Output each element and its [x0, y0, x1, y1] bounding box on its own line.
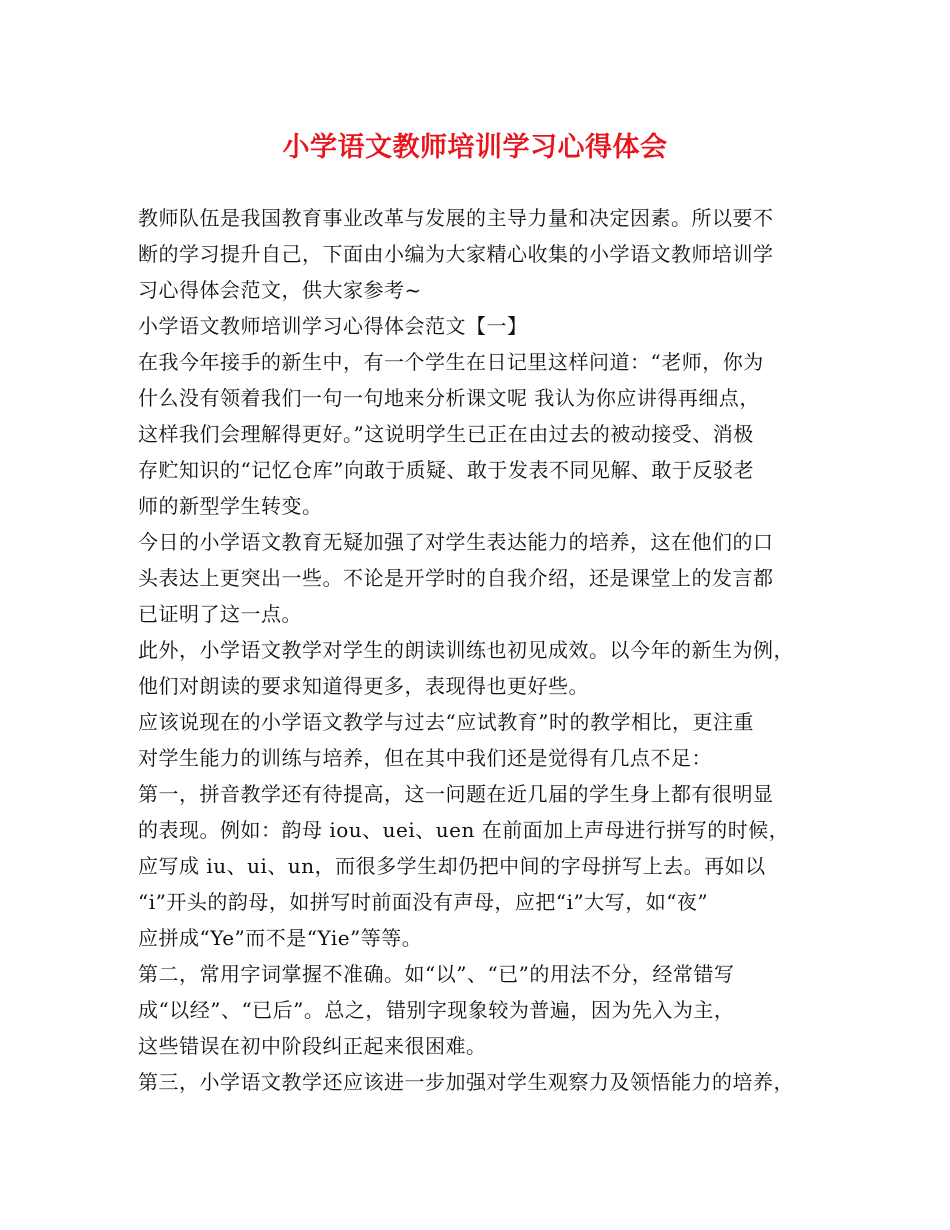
section-heading: 小学语文教师培训学习心得体会范文【一】	[138, 314, 528, 338]
text-line: 第二，常用字词掌握不准确。如“以”、“已”的用法不分，经常错写	[138, 962, 735, 986]
text-line: 断的学习提升自己，下面由小编为大家精心收集的小学语文教师培训学	[138, 242, 774, 266]
text-line: 此外，小学语文教学对学生的朗读训练也初见成效。以今年的新生为例，	[138, 638, 794, 662]
text-line: “i”开头的韵母，如拼写时前面没有声母，应把“i”大写，如“夜”	[138, 890, 709, 914]
text-line: 什么没有领着我们一句一句地来分析课文呢 我认为你应讲得再细点，	[138, 386, 760, 410]
text-line: 这些错误在初中阶段纠正起来很困难。	[138, 1034, 487, 1058]
document-body	[138, 200, 828, 1100]
text-line: 他们对朗读的要求知道得更多，表现得也更好些。	[138, 674, 589, 698]
text-line: 应该说现在的小学语文教学与过去“应试教育”时的教学相比，更注重	[138, 710, 754, 734]
text-line: 这样我们会理解得更好。”这说明学生已正在由过去的被动接受、消极	[138, 422, 754, 446]
text-line: 第三，小学语文教学还应该进一步加强对学生观察力及领悟能力的培养，	[138, 1070, 794, 1094]
text-line: 对学生能力的训练与培养，但在其中我们还是觉得有几点不足：	[138, 746, 712, 770]
text-line: 今日的小学语文教育无疑加强了对学生表达能力的培养，这在他们的口	[138, 530, 774, 554]
text-line: 教师队伍是我国教育事业改革与发展的主导力量和决定因素。所以要不	[138, 206, 774, 230]
text-line: 第一，拼音教学还有待提高，这一问题在近几届的学生身上都有很明显	[138, 782, 774, 806]
text-line: 已证明了这一点。	[138, 602, 302, 626]
text-line: 习心得体会范文，供大家参考~	[138, 278, 422, 302]
text-line: 成“以经”、“已后”。总之，错别字现象较为普遍，因为先入为主，	[138, 998, 735, 1022]
text-line: 头表达上更突出一些。不论是开学时的自我介绍，还是课堂上的发言都	[138, 566, 774, 590]
text-line: 师的新型学生转变。	[138, 494, 323, 518]
text-line: 在我今年接手的新生中，有一个学生在日记里这样问道：“老师，你为	[138, 350, 764, 374]
text-line: 存贮知识的“记忆仓库”向敢于质疑、敢于发表不同见解、敢于反驳老	[138, 458, 754, 482]
text-line: 的表现。例如：韵母 iou、uei、uen 在前面加上声母进行拼写的时候，	[138, 818, 790, 842]
text-line: 应拼成“Ye”而不是“Yie”等等。	[138, 926, 423, 950]
document-title: 小学语文教师培训学习心得体会	[282, 132, 668, 163]
text-line: 应写成 iu、ui、un，而很多学生却仍把中间的字母拼写上去。再如以	[138, 854, 766, 878]
